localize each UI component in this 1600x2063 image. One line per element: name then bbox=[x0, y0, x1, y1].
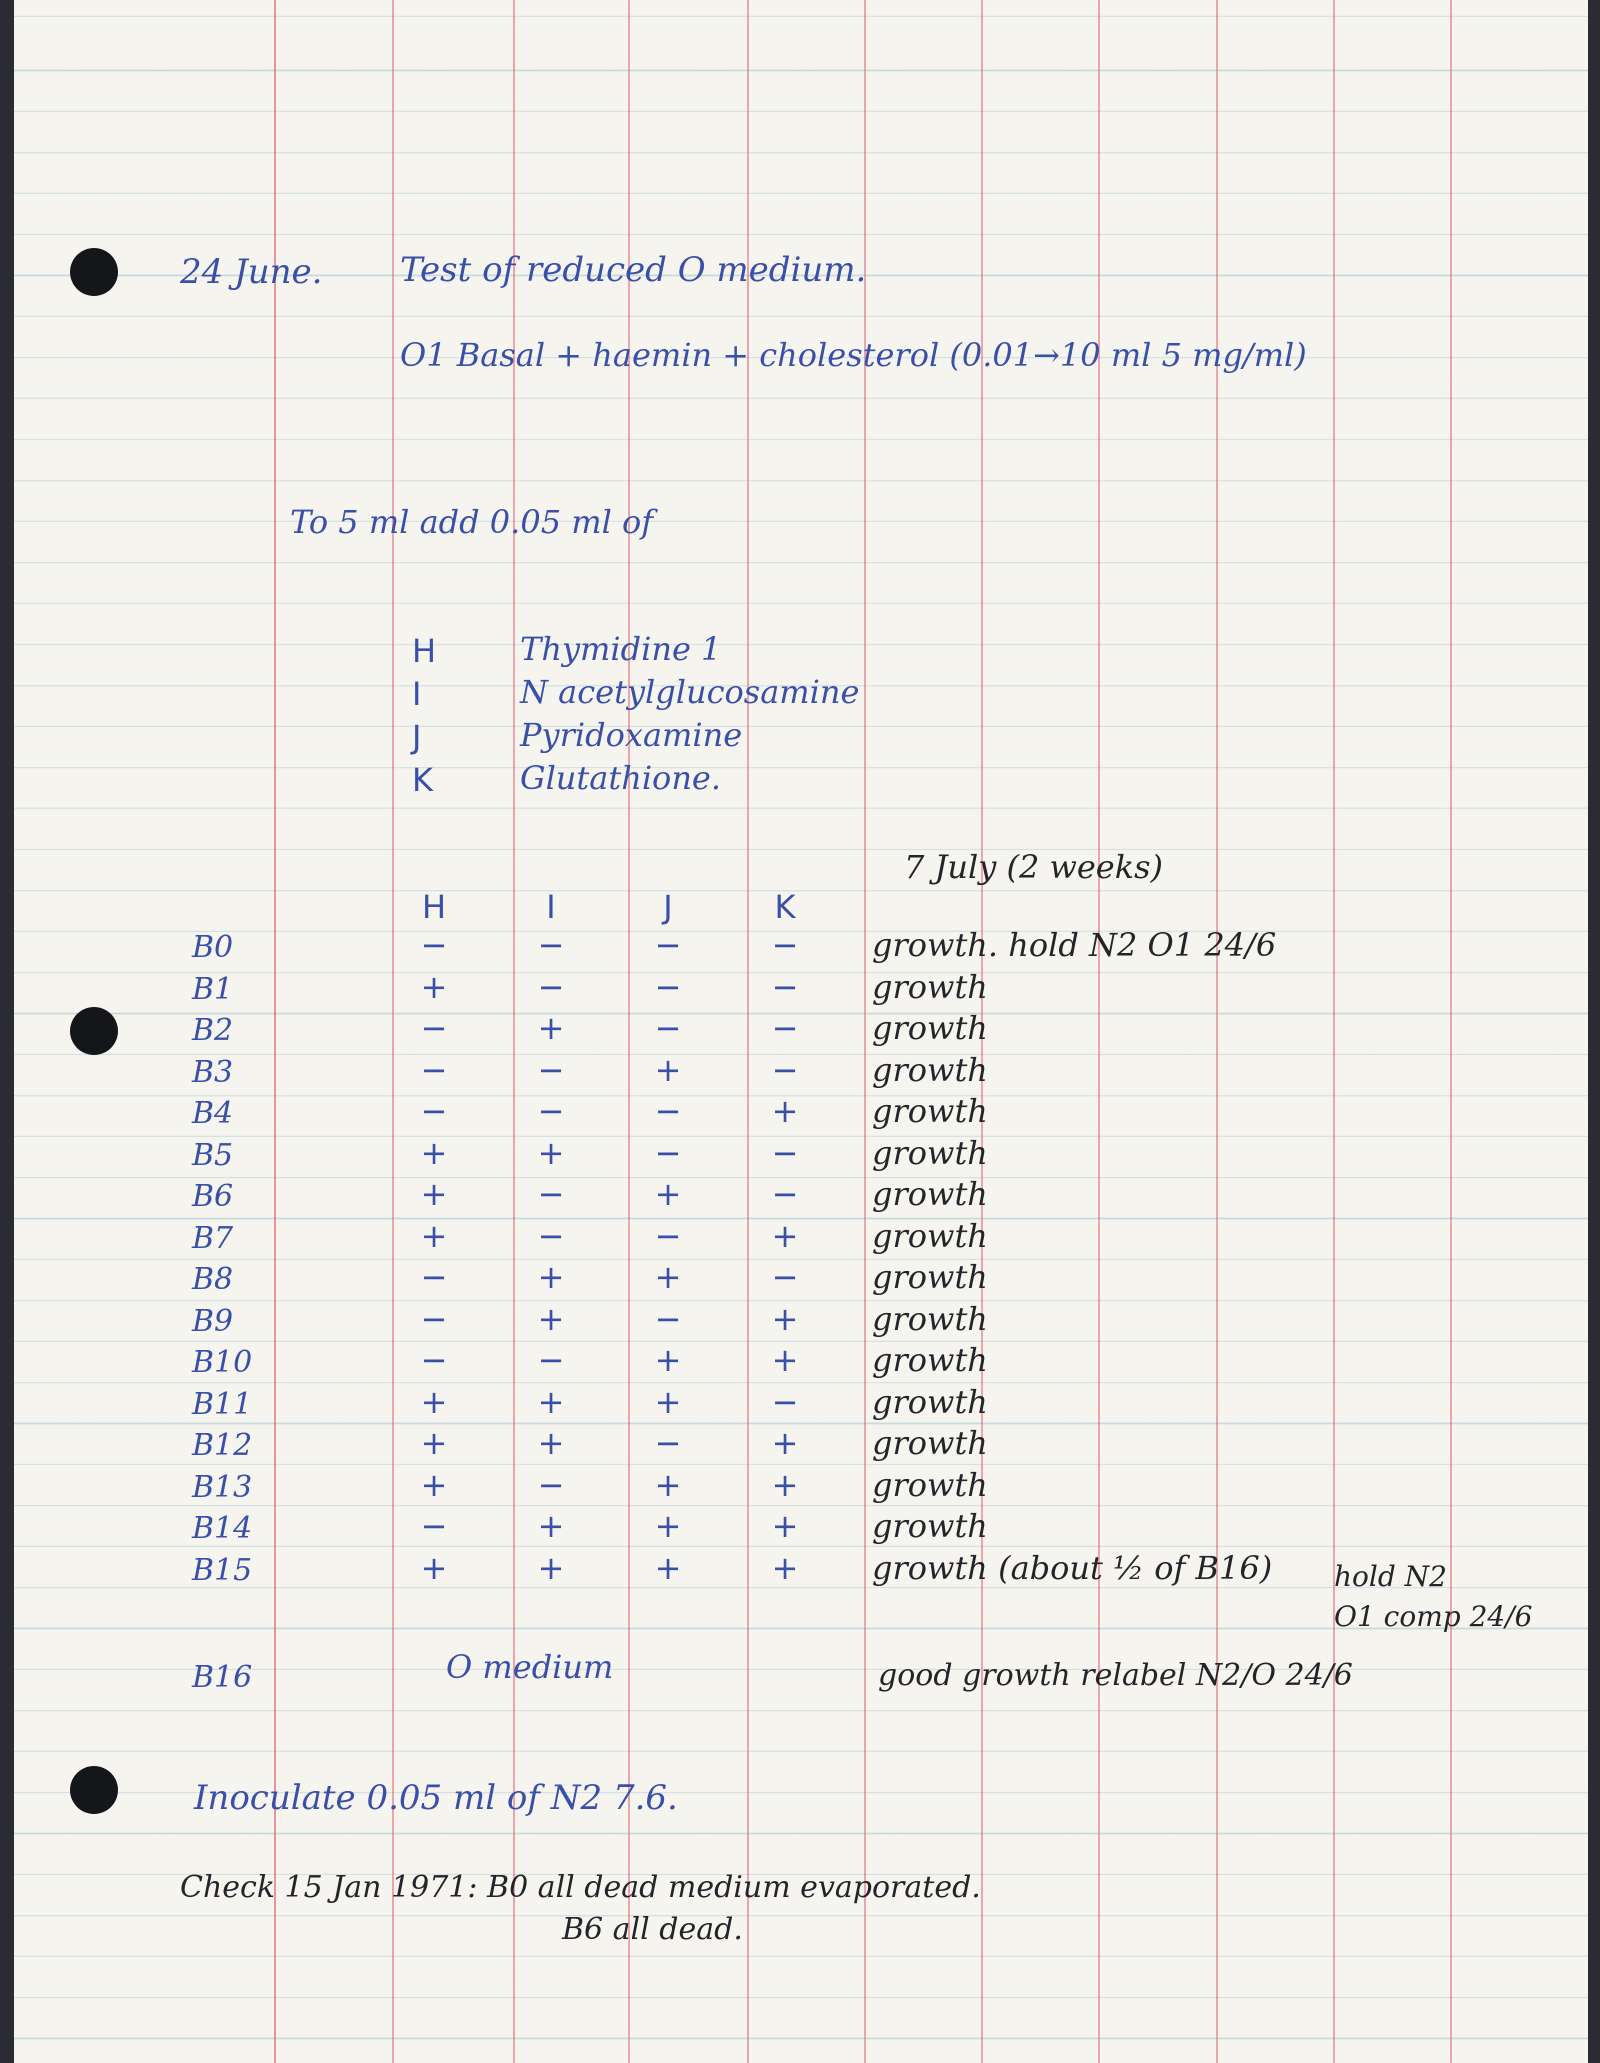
b15-note-line1: hold N2 bbox=[1334, 1560, 1447, 1593]
mark-cell: + bbox=[537, 1300, 565, 1338]
additive-code: K bbox=[412, 761, 433, 799]
mark-cell: − bbox=[654, 1009, 682, 1047]
mark-cell: − bbox=[771, 1175, 799, 1213]
mark-cell: − bbox=[420, 1300, 448, 1338]
mark-cell: − bbox=[654, 1217, 682, 1255]
mark-cell: − bbox=[420, 1258, 448, 1296]
additive-code: H bbox=[412, 632, 437, 670]
mark-cell: − bbox=[771, 926, 799, 964]
mark-cell: − bbox=[771, 1051, 799, 1089]
growth-result: growth bbox=[872, 1258, 988, 1296]
row-label: B8 bbox=[192, 1262, 234, 1297]
entry-date: 24 June. bbox=[180, 252, 323, 292]
mark-cell: − bbox=[537, 1466, 565, 1504]
mark-cell: − bbox=[771, 1134, 799, 1172]
growth-result: growth bbox=[872, 1051, 988, 1089]
row-label: B7 bbox=[192, 1221, 234, 1256]
column-header-h: H bbox=[421, 888, 447, 926]
additive-name: Pyridoxamine bbox=[520, 716, 743, 754]
binder-hole-middle bbox=[70, 1007, 118, 1055]
row-label: B12 bbox=[192, 1428, 253, 1463]
mark-cell: + bbox=[420, 1424, 448, 1462]
growth-result: growth bbox=[872, 1300, 988, 1338]
check-note-line1: Check 15 Jan 1971: B0 all dead medium evaporated. bbox=[180, 1870, 981, 1905]
mark-cell: − bbox=[420, 926, 448, 964]
row-label: B11 bbox=[192, 1387, 253, 1422]
mark-cell: + bbox=[420, 968, 448, 1006]
additive-code: J bbox=[412, 718, 422, 756]
mark-cell: − bbox=[537, 1217, 565, 1255]
row-label: B10 bbox=[192, 1345, 253, 1380]
b16-result: good growth relabel N2/O 24/6 bbox=[878, 1658, 1353, 1693]
growth-result: growth bbox=[872, 1383, 988, 1421]
growth-result: growth bbox=[872, 1134, 988, 1172]
mark-cell: − bbox=[537, 1092, 565, 1130]
mark-cell: − bbox=[537, 1175, 565, 1213]
results-heading: 7 July (2 weeks) bbox=[904, 848, 1164, 886]
mark-cell: − bbox=[654, 1300, 682, 1338]
growth-result: growth (about ½ of B16) bbox=[872, 1549, 1273, 1587]
b15-note-line2: O1 comp 24/6 bbox=[1334, 1600, 1533, 1633]
mark-cell: + bbox=[654, 1341, 682, 1379]
mark-cell: + bbox=[771, 1092, 799, 1130]
growth-result: growth. hold N2 O1 24/6 bbox=[872, 926, 1277, 964]
row-label: B4 bbox=[192, 1096, 234, 1131]
growth-result: growth bbox=[872, 1424, 988, 1462]
mark-cell: + bbox=[537, 1258, 565, 1296]
mark-cell: − bbox=[537, 1051, 565, 1089]
additive-name: Glutathione. bbox=[520, 759, 722, 797]
additive-name: N acetylglucosamine bbox=[520, 673, 860, 711]
mark-cell: + bbox=[654, 1051, 682, 1089]
b16-description: O medium bbox=[446, 1648, 614, 1686]
mark-cell: + bbox=[654, 1507, 682, 1545]
row-label: B9 bbox=[192, 1304, 234, 1339]
mark-cell: − bbox=[537, 926, 565, 964]
mark-cell: + bbox=[654, 1549, 682, 1587]
row-label: B3 bbox=[192, 1055, 234, 1090]
mark-cell: + bbox=[420, 1217, 448, 1255]
mark-cell: + bbox=[771, 1424, 799, 1462]
mark-cell: − bbox=[654, 926, 682, 964]
row-label: B5 bbox=[192, 1138, 234, 1173]
additive-name: Thymidine 1 bbox=[520, 630, 722, 668]
mark-cell: + bbox=[420, 1549, 448, 1587]
mark-cell: + bbox=[420, 1175, 448, 1213]
column-header-i: I bbox=[546, 888, 556, 926]
row-label: B14 bbox=[192, 1511, 253, 1546]
mark-cell: + bbox=[537, 1549, 565, 1587]
instruction-text: To 5 ml add 0.05 ml of bbox=[290, 503, 654, 541]
entry-title: Test of reduced O medium. bbox=[400, 250, 867, 290]
mark-cell: − bbox=[420, 1009, 448, 1047]
mark-cell: − bbox=[654, 1134, 682, 1172]
mark-cell: + bbox=[537, 1134, 565, 1172]
mark-cell: − bbox=[537, 1341, 565, 1379]
check-note-line2: B6 all dead. bbox=[562, 1912, 743, 1947]
inoculation-note: Inoculate 0.05 ml of N2 7.6. bbox=[194, 1778, 678, 1818]
mark-cell: + bbox=[654, 1466, 682, 1504]
row-label: B2 bbox=[192, 1013, 234, 1048]
mark-cell: + bbox=[420, 1383, 448, 1421]
mark-cell: − bbox=[771, 968, 799, 1006]
growth-result: growth bbox=[872, 1507, 988, 1545]
mark-cell: + bbox=[771, 1507, 799, 1545]
mark-cell: − bbox=[537, 968, 565, 1006]
mark-cell: + bbox=[537, 1507, 565, 1545]
growth-result: growth bbox=[872, 1092, 988, 1130]
growth-result: growth bbox=[872, 1217, 988, 1255]
mark-cell: + bbox=[537, 1383, 565, 1421]
mark-cell: + bbox=[420, 1134, 448, 1172]
row-label: B0 bbox=[192, 930, 234, 965]
mark-cell: − bbox=[420, 1341, 448, 1379]
binder-hole-top bbox=[70, 248, 118, 296]
growth-result: growth bbox=[872, 968, 988, 1006]
row-label: B15 bbox=[192, 1553, 253, 1588]
mark-cell: + bbox=[654, 1258, 682, 1296]
mark-cell: − bbox=[771, 1009, 799, 1047]
mark-cell: − bbox=[654, 1092, 682, 1130]
mark-cell: − bbox=[420, 1051, 448, 1089]
mark-cell: + bbox=[654, 1383, 682, 1421]
growth-result: growth bbox=[872, 1009, 988, 1047]
mark-cell: − bbox=[420, 1507, 448, 1545]
row-label: B13 bbox=[192, 1470, 253, 1505]
mark-cell: + bbox=[771, 1217, 799, 1255]
b16-label: B16 bbox=[192, 1660, 253, 1695]
growth-result: growth bbox=[872, 1341, 988, 1379]
row-label: B6 bbox=[192, 1179, 234, 1214]
mark-cell: − bbox=[771, 1383, 799, 1421]
column-header-j: J bbox=[663, 888, 673, 926]
mark-cell: + bbox=[420, 1466, 448, 1504]
mark-cell: + bbox=[654, 1175, 682, 1213]
medium-composition: O1 Basal + haemin + cholesterol (0.01→10 ml 5 mg/ml) bbox=[400, 336, 1307, 374]
mark-cell: − bbox=[771, 1258, 799, 1296]
binder-hole-bottom bbox=[70, 1766, 118, 1814]
row-label: B1 bbox=[192, 972, 234, 1007]
additive-code: I bbox=[412, 675, 422, 713]
mark-cell: + bbox=[537, 1009, 565, 1047]
growth-result: growth bbox=[872, 1466, 988, 1504]
mark-cell: + bbox=[771, 1466, 799, 1504]
mark-cell: + bbox=[771, 1549, 799, 1587]
mark-cell: + bbox=[771, 1300, 799, 1338]
notebook-page bbox=[14, 0, 1588, 2063]
mark-cell: − bbox=[654, 968, 682, 1006]
growth-result: growth bbox=[872, 1175, 988, 1213]
mark-cell: + bbox=[771, 1341, 799, 1379]
mark-cell: − bbox=[420, 1092, 448, 1130]
column-header-k: K bbox=[774, 888, 796, 926]
mark-cell: + bbox=[537, 1424, 565, 1462]
mark-cell: − bbox=[654, 1424, 682, 1462]
